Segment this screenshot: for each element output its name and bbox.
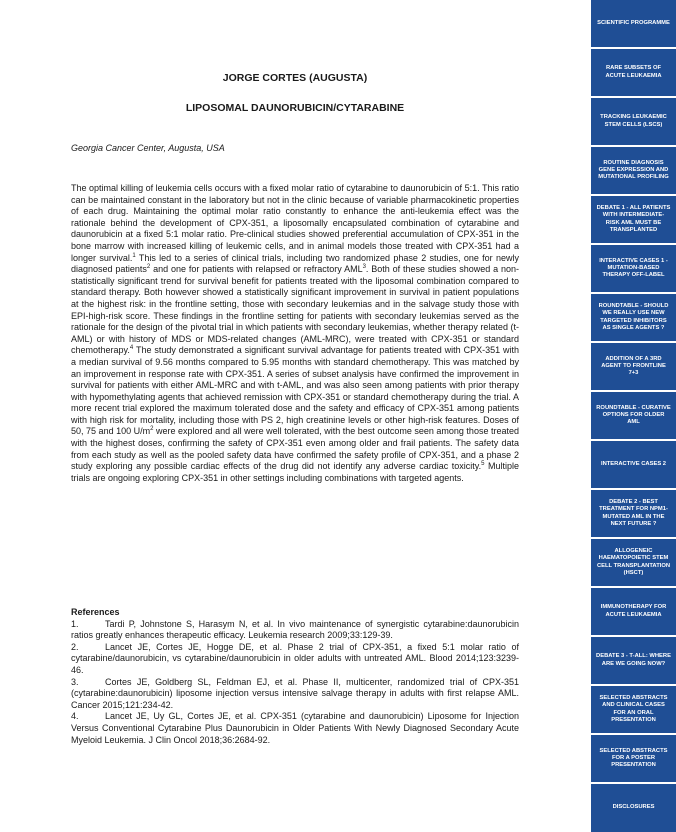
reference-text: Tardi P, Johnstone S, Harasym N, et al. In vivo maintenance of synergistic cytarabine:daunorubicin ratios greatly enhances therapeutic efficacy. Leukemia research 2009;33:129-39. — [71, 618, 519, 641]
reference-text: Lancet JE, Cortes JE, Hogge DE, et al. Phase 2 trial of CPX-351, a fixed 5:1 molar ratio of cytarabine/daunorubicin, vs cytarabine/daunorubicin in older adults with untreated AML. Blood 2014;123:3239-46. — [71, 641, 519, 675]
superscript: 2 — [150, 426, 154, 433]
body-text: Multiple trials are ongoing exploring CPX-351 in other settings including combinations with targeted agents. — [71, 461, 519, 483]
citation-marker: 1 — [132, 252, 136, 259]
reference-item — [71, 642, 519, 677]
references-section — [71, 607, 519, 746]
citation-marker: 2 — [146, 264, 151, 271]
citation-marker: 3 — [362, 264, 366, 271]
reference-number: 2. — [71, 641, 79, 652]
sidebar-item-debate-2[interactable]: DEBATE 2 - BEST TREATMENT FOR NPM1-MUTATED AML IN THE NEXT FUTURE ? — [591, 490, 676, 537]
body-text: and one for patients with relapsed or refractory AML — [150, 264, 363, 275]
sidebar-item-hsct[interactable]: ALLOGENEIC HAEMATOPOIETIC STEM CELL TRANSPLANTATION (HSCT) — [591, 539, 676, 586]
abstract-title: LIPOSOMAL DAUNORUBICIN/CYTARABINE — [185, 102, 405, 114]
citation-marker: 4 — [129, 345, 134, 352]
sidebar-item-interactive-cases-1[interactable]: INTERACTIVE CASES 1 - MUTATION-BASED THERAPY OFF-LABEL — [591, 245, 676, 292]
sidebar-item-third-agent-frontline[interactable]: ADDITION OF A 3RD AGENT TO FRONTLINE 7+3 — [591, 343, 676, 390]
sidebar-item-disclosures[interactable]: DISCLOSURES — [591, 784, 676, 832]
sidebar-item-roundtable-targeted-inhibitors[interactable]: ROUNDTABLE - SHOULD WE REALLY USE NEW TARGETED INHIBITORS AS SINGLE AGENTS ? — [591, 294, 676, 341]
sidebar-item-oral-presentation[interactable]: SELECTED ABSTRACTS AND CLINICAL CASES FOR AN ORAL PRESENTATION — [591, 686, 676, 733]
sidebar-item-roundtable-older-aml[interactable]: ROUNDTABLE - CURATIVE OPTIONS FOR OLDER AML — [591, 392, 676, 439]
author-heading: JORGE CORTES (AUGUSTA) — [222, 72, 368, 84]
sidebar-item-poster-presentation[interactable]: SELECTED ABSTRACTS FOR A POSTER PRESENTATION — [591, 735, 676, 782]
body-text: . Both of these studies showed a non-statistically significant trend for survival benefit for patients treated with the liposomal combination compared to standard therapy. Both however showed a statistically significant improvement in survival in patient populations at the highest risk: in the frontline setting, those with secondary leukemias and in the salvage study those with EPI-high-risk score. These findings in the frontline setting for patients with secondary leukemias served as the rationale for the design of the pivotal trial in which patients with secondary leukemias, whether therapy related (t-AML) or with history of MDS or MDS-related changes (AML-MRC), were treated with CPX-351 or standard chemotherapy. — [71, 264, 520, 356]
programme-sidebar — [591, 0, 676, 832]
references-heading: References — [71, 607, 120, 617]
sidebar-item-immunotherapy[interactable]: IMMUNOTHERAPY FOR ACUTE LEUKAEMIA — [591, 588, 676, 635]
reference-number: 4. — [71, 711, 79, 722]
reference-item — [71, 619, 519, 642]
sidebar-item-tracking-lscs[interactable]: TRACKING LEUKAEMIC STEM CELLS (LSCS) — [591, 98, 676, 145]
body-text: This led to a series of clinical trials, including two randomized phase 2 studies, one for newly diagnosed patients — [71, 252, 519, 275]
sidebar-item-debate-3[interactable]: DEBATE 3 - T-ALL: WHERE ARE WE GOING NOW? — [591, 637, 676, 684]
affiliation: Georgia Cancer Center, Augusta, USA — [71, 143, 225, 153]
sidebar-item-scientific-programme[interactable]: SCIENTIFIC PROGRAMME — [591, 0, 676, 47]
sidebar-item-rare-subsets[interactable]: RARE SUBSETS OF ACUTE LEUKAEMIA — [591, 49, 676, 96]
body-text: The optimal killing of leukemia cells occurs with a fixed molar ratio of cytarabine to daunorubicin of 5:1. This ratio can be maintained constant in the laboratory but not in the clinic because of variable pharmacokinetic properties of each drug. Maintaining the optimal molar ratio constantly to enhance the anti-leukemia effect was the rationale behind the development of CPX-351, a liposomally encapsulated combination of cytarabine and daunorubicin at a fixed 5:1 molar ratio. Pre-clinical studies showed preferential accumulation of CPX-351 in the bone marrow with increased killing of leukemic cells, and in animal models those treated with CPX-351 had a longer survival. — [71, 183, 519, 263]
abstract-body — [71, 183, 519, 484]
reference-item — [71, 677, 519, 712]
reference-item — [71, 711, 519, 746]
body-text: The study demonstrated a significant survival advantage for patients treated with CPX-351 with a median survival of 9.56 months compared to 5.95 months with standard chemotherapy. This was matched by an improvement in response rate with CPX-351. A series of subset analysis have confirmed the improvement in survival for patients with either AML-MRC and with t-AML, and was also seen among patients with prior therapy with hypomethylating agents that achieved remission with CPX-351 or standard chemotherapy during the trial. A more recent trial explored the maximum tolerated dose and the safety and efficacy of CPX-351 among patients with high risk for mortality, including those with PS 2, high creatinine levels or other high-risk features. Doses of 50, 75 and 100 U/m — [71, 345, 519, 437]
reference-text: Lancet JE, Uy GL, Cortes JE, et al. CPX-351 (cytarabine and daunorubicin) Liposome for Injection Versus Conventional Cytarabine Plus Daunorubicin in Older Patients With Newly Diagnosed Secondary Acute Myeloid Leukemia. J Clin Oncol 2018;36:2684-92. — [71, 711, 519, 745]
sidebar-item-routine-diagnosis[interactable]: ROUTINE DIAGNOSIS GENE EXPRESSION AND MUTATIONAL PROFILING — [591, 147, 676, 194]
sidebar-item-debate-1[interactable]: DEBATE 1 - ALL PATIENTS WITH INTERMEDIATE-RISK AML MUST BE TRANSPLANTED — [591, 196, 676, 243]
reference-number: 1. — [71, 618, 79, 629]
sidebar-item-interactive-cases-2[interactable]: INTERACTIVE CASES 2 — [591, 441, 676, 488]
citation-marker: 5 — [481, 461, 485, 468]
reference-number: 3. — [71, 676, 79, 687]
body-text: were explored and all were well tolerated, with the best outcome seen among those treated with the highest doses, confirming the safety of CPX-351 even among older and frail patients. The safety data from each study as well as the pooled safety data have confirmed the safety profile of CPX-351, and a phase 2 study exploring any possible cardiac effects of the drug did not identify any adverse cardiac toxicity. — [71, 426, 519, 472]
reference-text: Cortes JE, Goldberg SL, Feldman EJ, et al. Phase II, multicenter, randomized trial of CPX-351 (cytarabine:daunorubicin) liposome injection versus intensive salvage therapy in adults with first relapse AML. Cancer 2015;121:234-42. — [71, 676, 519, 710]
